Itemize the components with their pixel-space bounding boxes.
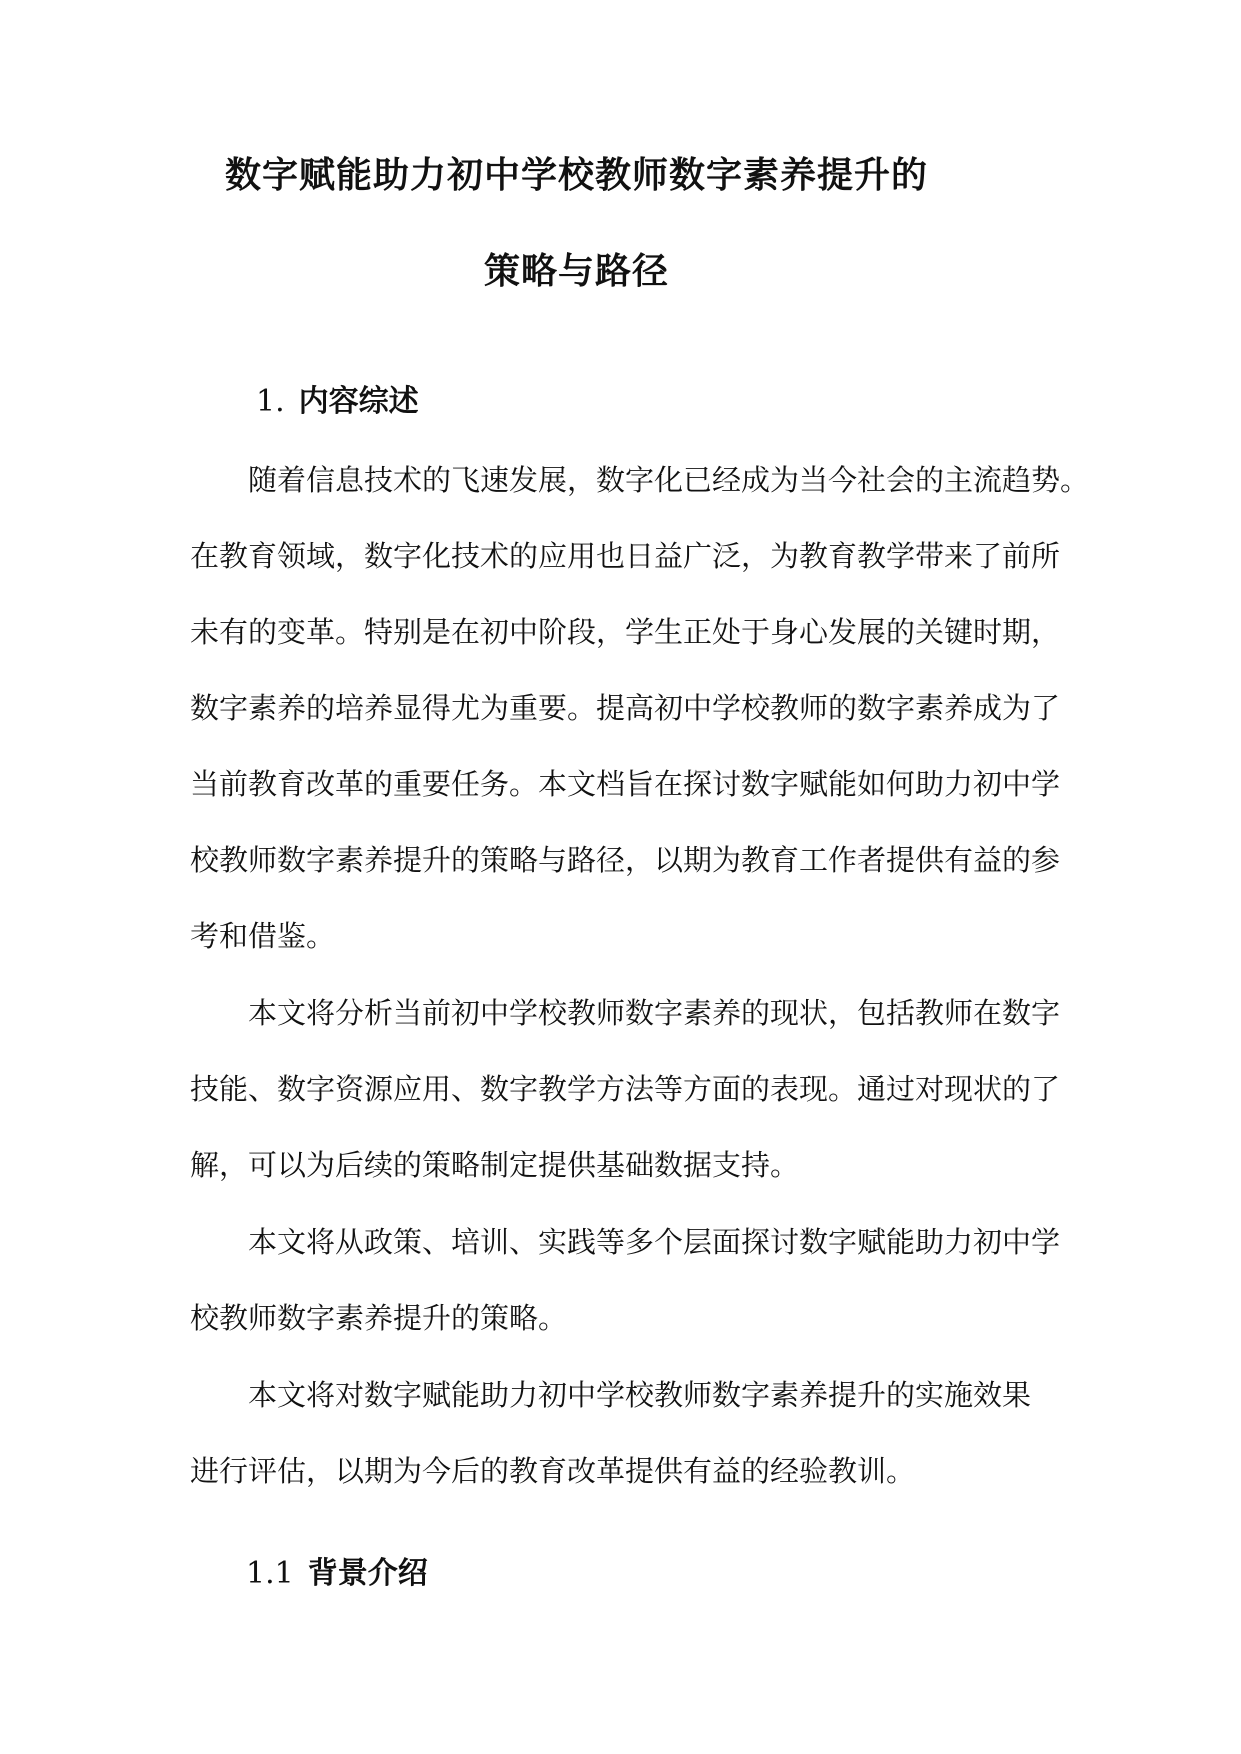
paragraph-line: 当前教育改革的重要任务。本文档旨在探讨数字赋能如何助力初中学 — [190, 767, 1061, 801]
section-number: 1.1 — [246, 1556, 294, 1591]
paragraph-line: 技能、数字资源应用、数字教学方法等方面的表现。通过对现状的了 — [190, 1072, 1061, 1106]
section-title: 内容综述 — [298, 384, 419, 419]
paragraph-line: 未有的变革。特别是在初中阶段，学生正处于身心发展的关键时期， — [190, 615, 1061, 649]
paragraph-line: 进行评估，以期为今后的教育改革提供有益的经验教训。 — [190, 1454, 916, 1488]
section-heading-1-1 — [246, 1554, 428, 1594]
document-title-line-1: 数字赋能助力初中学校教师数字素养提升的 — [224, 155, 928, 196]
paragraph-line: 考和借鉴。 — [190, 919, 336, 953]
section-heading-1 — [256, 382, 419, 422]
paragraph-line: 解，可以为后续的策略制定提供基础数据支持。 — [190, 1148, 800, 1182]
section-title: 背景介绍 — [307, 1556, 428, 1591]
paragraph-line: 校教师数字素养提升的策略。 — [190, 1301, 568, 1335]
paragraph-line: 校教师数字素养提升的策略与路径，以期为教育工作者提供有益的参 — [190, 843, 1061, 877]
paragraph-line: 本文将分析当前初中学校教师数字素养的现状，包括教师在数字 — [248, 996, 1061, 1030]
paragraph-line: 随着信息技术的飞速发展，数字化已经成为当今社会的主流趋势。 — [248, 463, 1090, 497]
section-number: 1. — [256, 384, 285, 419]
paragraph-line: 本文将对数字赋能助力初中学校教师数字素养提升的实施效果 — [248, 1378, 1032, 1412]
document-title-line-2: 策略与路径 — [483, 251, 669, 292]
paragraph-line: 在教育领域，数字化技术的应用也日益广泛，为教育教学带来了前所 — [190, 539, 1061, 573]
paragraph-line: 本文将从政策、培训、实践等多个层面探讨数字赋能助力初中学 — [248, 1225, 1061, 1259]
paragraph-line: 数字素养的培养显得尤为重要。提高初中学校教师的数字素养成为了 — [190, 691, 1061, 725]
